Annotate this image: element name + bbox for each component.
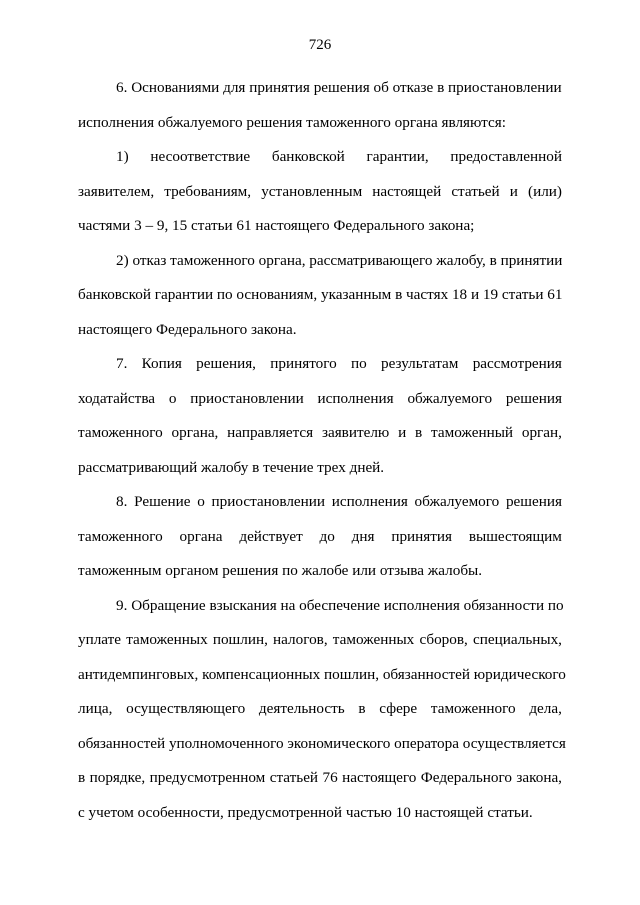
text-line: таможенного органа действует до дня принятия вышестоящим xyxy=(78,527,562,545)
text-line: ходатайства о приостановлении исполнения обжалуемого решения xyxy=(78,389,562,407)
document-body xyxy=(78,71,566,830)
text-line: 6. Основаниями для принятия решения об отказе в приостановлении xyxy=(116,79,562,96)
text-line: заявителем, требованиям, установленным настоящей статьей и (или) xyxy=(78,182,562,200)
text-line: исполнения обжалуемого решения таможенного органа являются: xyxy=(78,113,506,131)
text-line: лица, осуществляющего деятельность в сфере таможенного дела, xyxy=(78,700,562,717)
text-line: антидемпинговых, компенсационных пошлин, обязанностей юридического xyxy=(78,665,566,683)
page-number: 726 xyxy=(308,37,332,53)
text-line: обязанностей уполномоченного экономического оператора осуществляется xyxy=(78,734,566,752)
text-line: с учетом особенности, предусмотренной частью 10 настоящей статьи. xyxy=(78,803,533,821)
text-line: 7. Копия решения, принятого по результатам рассмотрения xyxy=(116,355,562,372)
text-line: настоящего Федерального закона. xyxy=(78,320,297,338)
text-line: таможенного органа, направляется заявителю и в таможенный орган, xyxy=(78,424,562,441)
text-line: уплате таможенных пошлин, налогов, таможенных сборов, специальных, xyxy=(78,631,562,648)
text-line: 1) несоответствие банковской гарантии, предоставленной xyxy=(116,148,562,165)
text-line: рассматривающий жалобу в течение трех дней. xyxy=(78,458,385,476)
text-line: 2) отказ таможенного органа, рассматривающего жалобу, в принятии xyxy=(116,251,563,269)
text-line: частями 3 – 9, 15 статьи 61 настоящего Федерального закона; xyxy=(78,217,475,234)
text-line: 9. Обращение взыскания на обеспечение исполнения обязанности по xyxy=(116,596,564,614)
text-line: банковской гарантии по основаниям, указанным в частях 18 и 19 статьи 61 xyxy=(78,286,563,303)
text-line: таможенным органом решения по жалобе или отзыва жалобы. xyxy=(78,562,483,579)
text-line: в порядке, предусмотренном статьей 76 настоящего Федерального закона, xyxy=(78,769,562,786)
text-line: 8. Решение о приостановлении исполнения обжалуемого решения xyxy=(116,493,562,510)
